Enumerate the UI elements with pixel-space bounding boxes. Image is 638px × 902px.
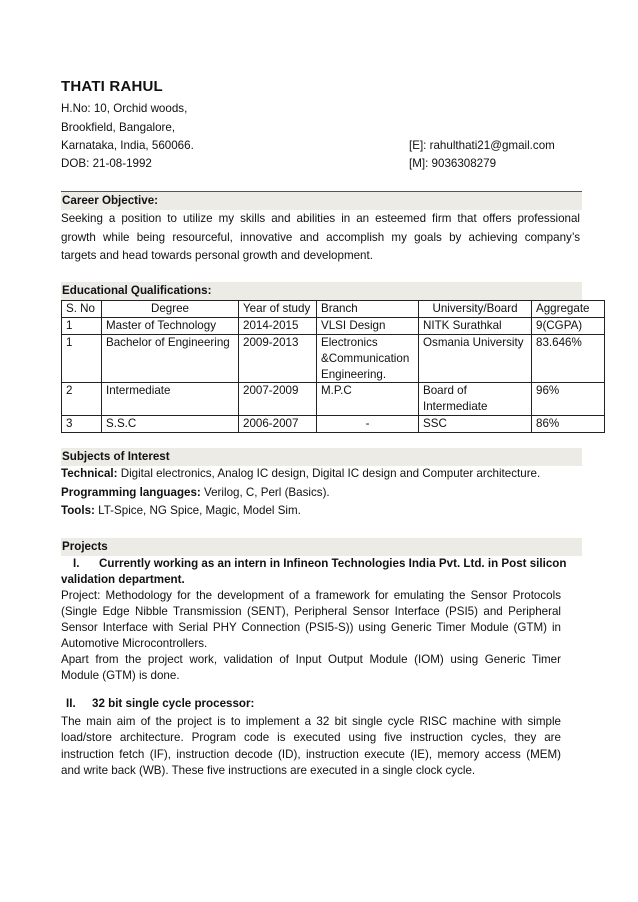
table-cell: 9(CGPA) xyxy=(532,318,605,335)
technical-interests xyxy=(61,467,540,480)
table-cell: 2 xyxy=(62,383,102,416)
project-2-title xyxy=(66,697,254,710)
column-header: Degree xyxy=(102,301,239,318)
table-cell: - xyxy=(317,415,419,432)
programming-label: Programming languages: xyxy=(61,486,201,499)
dob: DOB: 21-08-1992 xyxy=(61,157,152,170)
project-title-text: validation department. xyxy=(61,573,185,586)
email: [E]: rahulthati21@gmail.com xyxy=(409,139,555,152)
table-row xyxy=(62,415,605,432)
table-cell: S.S.C xyxy=(102,415,239,432)
technical-value: Digital electronics, Analog IC design, Digital IC design and Computer architecture. xyxy=(117,467,541,480)
text-line: Automotive Microcontrollers. xyxy=(61,637,208,650)
text-line: Sensor Interface with Serial PHY Connection (PSI5-S)) using Generic Timer Module (GTM) in xyxy=(61,621,561,634)
education-heading: Educational Qualifications: xyxy=(61,282,582,300)
candidate-name: THATI RAHUL xyxy=(61,78,163,95)
table-cell: M.P.C xyxy=(317,383,419,416)
table-cell: 2006-2007 xyxy=(239,415,317,432)
education-table xyxy=(61,300,605,433)
column-header: Year of study xyxy=(239,301,317,318)
column-header: S. No xyxy=(62,301,102,318)
column-header: Aggregate xyxy=(532,301,605,318)
table-cell: 1 xyxy=(62,335,102,383)
project-number: II. xyxy=(66,697,76,710)
project-title-text: Currently working as an intern in Infineon Technologies India Pvt. Ltd. in Post silicon xyxy=(99,557,567,570)
text-line: and write back (WB). These five instructions are executed in a single clock cycle. xyxy=(61,763,476,777)
interests-heading: Subjects of Interest xyxy=(61,448,582,466)
text-line: instruction fetch (IF), instruction decode (ID), instruction execute (IE), memory access (MEM) xyxy=(61,747,561,761)
text-line: (Single Edge Nibble Transmission (SENT), Peripheral Sensor Interface (PSI5) and Peripheral xyxy=(61,605,561,618)
table-cell: 3 xyxy=(62,415,102,432)
projects-heading: Projects xyxy=(61,538,582,556)
tools-label: Tools: xyxy=(61,504,95,517)
project-1-title xyxy=(73,557,566,570)
mobile: [M]: 9036308279 xyxy=(409,157,497,170)
text-line: growth while being resourceful, innovative and accomplish my goals by achieving company’s xyxy=(61,230,580,244)
technical-label: Technical: xyxy=(61,467,118,480)
table-row xyxy=(62,383,605,416)
table-row xyxy=(62,335,605,383)
table-cell: 2007-2009 xyxy=(239,383,317,416)
tools xyxy=(61,504,301,517)
table-cell: 2009-2013 xyxy=(239,335,317,383)
address-line: H.No: 10, Orchid woods, xyxy=(61,102,188,115)
table-cell: 86% xyxy=(532,415,605,432)
table-cell: Board of Intermediate xyxy=(419,383,532,416)
table-cell: 2014-2015 xyxy=(239,318,317,335)
programming-languages xyxy=(61,486,330,499)
address-line: Karnataka, India, 560066. xyxy=(61,139,194,152)
project-number: I. xyxy=(73,557,80,570)
table-cell: NITK Surathkal xyxy=(419,318,532,335)
text-line: Module (GTM) is done. xyxy=(61,669,180,682)
text-line: The main aim of the project is to implement a 32 bit single cycle RISC machine with simple xyxy=(61,715,561,728)
table-cell: Bachelor of Engineering xyxy=(102,335,239,383)
table-cell: 96% xyxy=(532,383,605,416)
career-objective-heading: Career Objective: xyxy=(61,191,582,210)
text-line: Project: Methodology for the development of a framework for emulating the Sensor Protocols xyxy=(61,589,561,602)
project-2-description xyxy=(61,714,561,779)
career-objective-text xyxy=(61,210,580,266)
table-cell: Electronics &Communication Engineering. xyxy=(317,335,419,383)
address-line: Brookfield, Bangalore, xyxy=(61,121,176,134)
text-line: targets and head towards personal growth and development. xyxy=(61,249,373,263)
table-cell: Intermediate xyxy=(102,383,239,416)
project-title-text: 32 bit single cycle processor: xyxy=(92,697,255,710)
project-1-title-cont xyxy=(61,573,185,586)
programming-value: Verilog, C, Perl (Basics). xyxy=(200,486,330,499)
column-header: University/Board xyxy=(419,301,532,318)
table-cell: SSC xyxy=(419,415,532,432)
table-row xyxy=(62,318,605,335)
table-cell: 83.646% xyxy=(532,335,605,383)
table-cell: VLSI Design xyxy=(317,318,419,335)
table-cell: 1 xyxy=(62,318,102,335)
text-line: load/store architecture. Program code is executed using five instruction cycles, they are xyxy=(61,731,561,745)
table-header-row xyxy=(62,301,605,318)
project-1-description xyxy=(61,588,561,684)
table-cell: Master of Technology xyxy=(102,318,239,335)
text-line: Apart from the project work, validation of Input Output Module (IOM) using Generic Timer xyxy=(61,653,561,666)
table-cell: Osmania University xyxy=(419,335,532,383)
column-header: Branch xyxy=(317,301,419,318)
tools-value: LT-Spice, NG Spice, Magic, Model Sim. xyxy=(94,504,301,517)
text-line: Seeking a position to utilize my skills and abilities in an esteemed firm that offers professional xyxy=(61,212,580,225)
